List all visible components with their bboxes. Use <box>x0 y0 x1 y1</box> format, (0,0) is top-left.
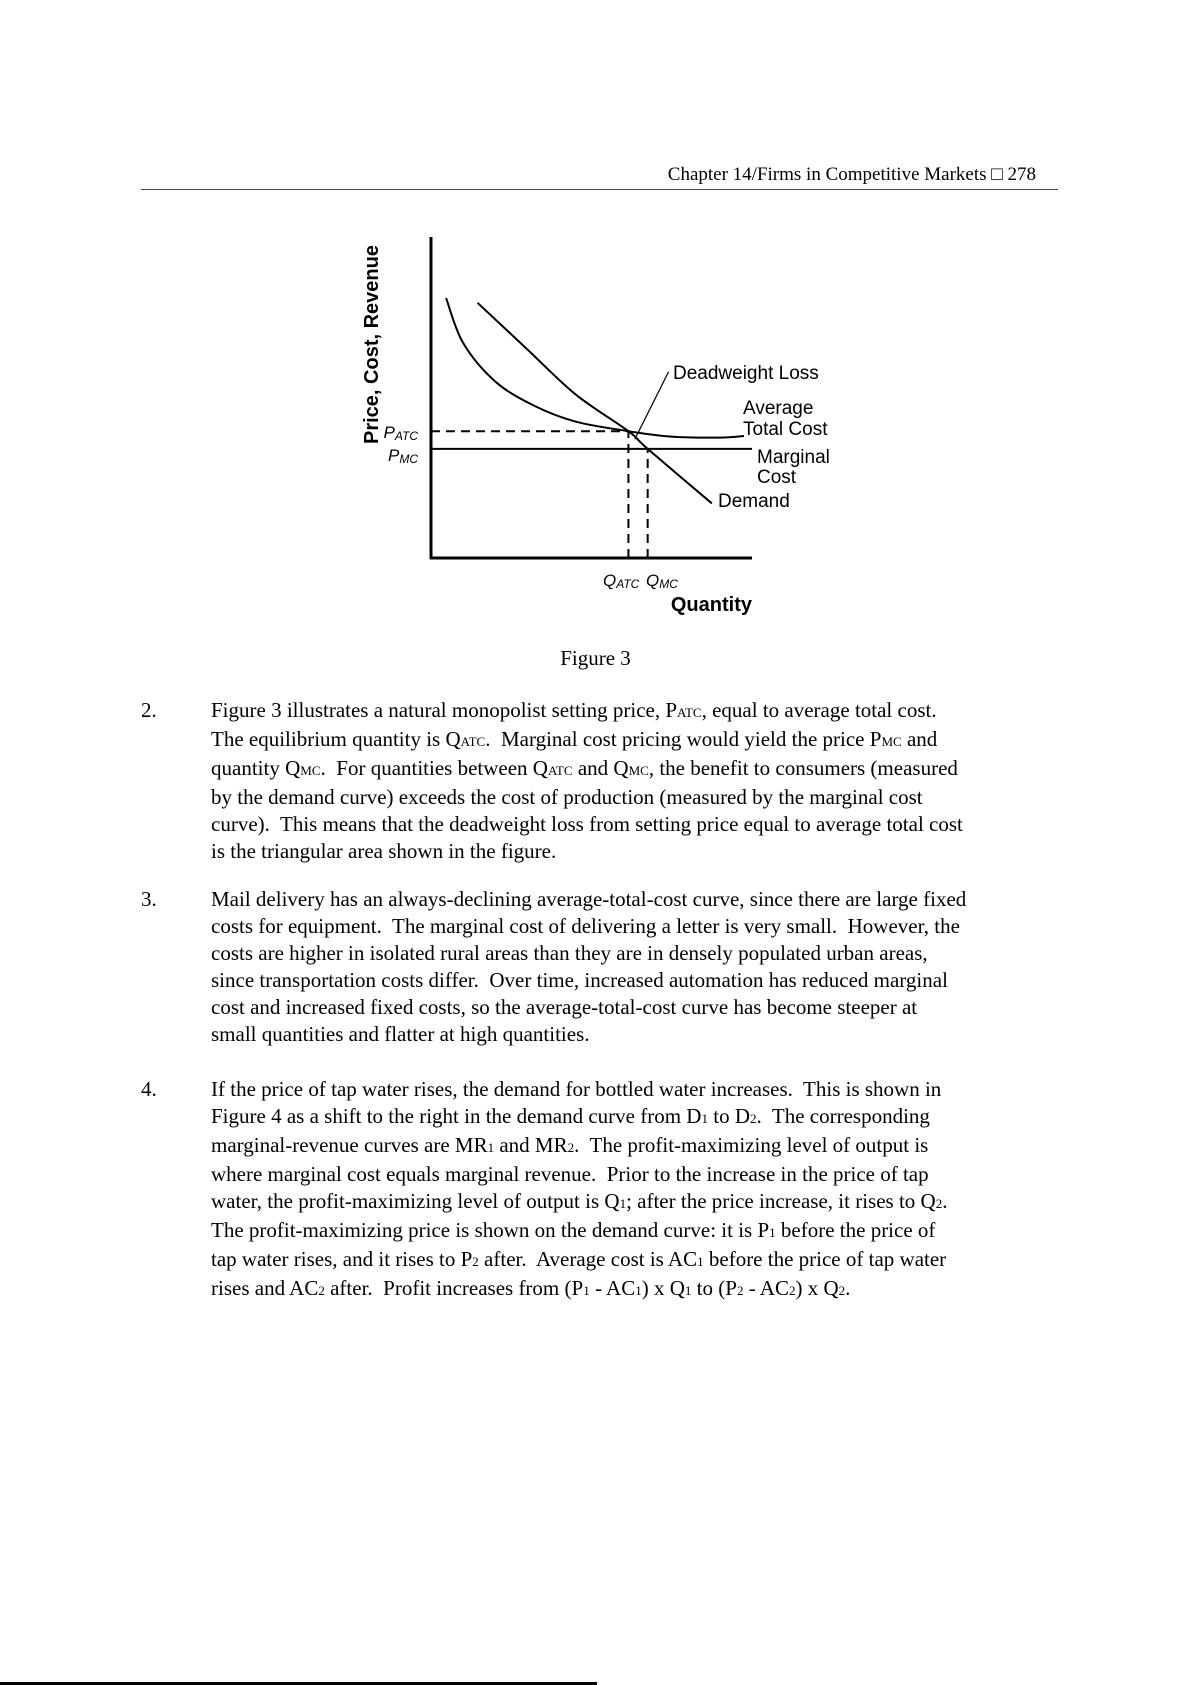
text-line: Figure 3 illustrates a natural monopolist setting price, PATC, equal to average total cost. <box>211 698 937 722</box>
answer-text <box>211 697 1061 865</box>
answer-text <box>211 886 1061 1048</box>
subscript: 1 <box>701 1111 708 1126</box>
subscript: MC <box>300 763 321 778</box>
subscript: ATC <box>460 734 486 749</box>
text-line: where marginal cost equals marginal revenue. Prior to the increase in the price of tap <box>211 1162 929 1186</box>
subscript: MC <box>881 734 902 749</box>
axes-layer <box>430 237 752 559</box>
y-tick-p-mc-sub: MC <box>399 452 418 466</box>
series-layer <box>431 298 752 503</box>
running-header-title: Chapter 14/Firms in Competitive Markets □ 278 <box>667 164 1036 185</box>
answer-number: 3. <box>141 887 157 911</box>
subscript: 2 <box>788 1283 796 1298</box>
x-tick-q-mc <box>646 571 678 591</box>
subscript: 2 <box>935 1196 943 1211</box>
subscript: 2 <box>749 1111 757 1126</box>
header-rule <box>141 189 1058 190</box>
subscript: ATC <box>547 763 573 778</box>
guides-layer <box>431 431 648 558</box>
text-line: costs are higher in isolated rural areas than they are in densely populated urban areas, <box>211 941 928 965</box>
text-line: rises and AC2 after. Profit increases from (P1 - AC1) x Q1 to (P2 - AC2) x Q2. <box>211 1276 851 1300</box>
text-line: tap water rises, and it rises to P2 after. Average cost is AC1 before the price of tap water <box>211 1247 947 1271</box>
text-line: Mail delivery has an always-declining average-total-cost curve, since there are large fixed <box>211 887 967 911</box>
subscript: 1 <box>697 1254 704 1269</box>
text-line: is the triangular area shown in the figure. <box>211 839 557 863</box>
y-tick-p-atc <box>384 423 419 443</box>
demand-label: Demand <box>718 491 790 512</box>
y-tick-p-mc <box>388 446 418 466</box>
series-average-total-cost <box>446 298 744 438</box>
y-axis-label: Price, Cost, Revenue <box>361 245 383 444</box>
answer-number: 2. <box>141 698 157 722</box>
x-axis-label: Quantity <box>670 594 752 616</box>
subscript: 1 <box>583 1283 590 1298</box>
annotation-layer <box>635 372 669 439</box>
deadweight-loss-leader-line <box>635 372 669 439</box>
text-line: water, the profit-maximizing level of output is Q1; after the price increase, it rises to Q2. <box>211 1189 948 1213</box>
y-tick-p-mc-main: P <box>387 446 400 465</box>
text-line: curve). This means that the deadweight loss from setting price equal to average total cost <box>211 812 963 836</box>
y-tick-p-atc-main: P <box>383 423 395 442</box>
text-line: small quantities and flatter at high quantities. <box>211 1022 590 1046</box>
y-tick-p-atc-sub: ATC <box>394 429 418 443</box>
chart <box>0 0 1191 700</box>
subscript: 2 <box>567 1140 575 1155</box>
subscript: 1 <box>769 1225 776 1240</box>
x-tick-q-atc <box>603 571 640 591</box>
text-line: costs for equipment. The marginal cost of delivering a letter is very small. However, the <box>211 914 960 938</box>
subscript: 2 <box>318 1283 325 1298</box>
mc-label-line2: Cost <box>757 467 797 488</box>
subscript: 1 <box>635 1283 642 1298</box>
text-line: The profit-maximizing price is shown on the demand curve: it is P1 before the price of <box>211 1218 936 1242</box>
figure-caption: Figure 3 <box>560 646 631 670</box>
text-line: If the price of tap water rises, the demand for bottled water increases. This is shown in <box>211 1077 942 1101</box>
x-tick-q-mc-main: Q <box>646 571 660 590</box>
answer-item <box>141 1076 1061 1304</box>
subscript: 2 <box>736 1283 744 1298</box>
subscript: 2 <box>838 1283 846 1298</box>
text-line: quantity QMC. For quantities between QATC and QMC, the benefit to consumers (measured <box>211 756 958 780</box>
text-line: cost and increased fixed costs, so the average-total-cost curve has become steeper at <box>211 995 918 1019</box>
answer-number: 4. <box>141 1077 157 1101</box>
answer-item <box>141 886 1061 1048</box>
x-tick-q-atc-sub: ATC <box>616 577 640 591</box>
subscript: 1 <box>684 1283 692 1298</box>
subscript: 1 <box>619 1196 627 1211</box>
subscript: 1 <box>487 1140 495 1155</box>
atc-label-line1: Average <box>743 398 814 419</box>
deadweight-loss-label: Deadweight Loss <box>673 363 819 384</box>
x-tick-q-atc-main: Q <box>603 571 617 590</box>
subscript: MC <box>628 763 649 778</box>
running-header <box>141 160 1058 190</box>
answer-text <box>211 1076 1061 1304</box>
text-line: since transportation costs differ. Over time, increased automation has reduced marginal <box>211 968 948 992</box>
x-tick-q-mc-sub: MC <box>659 577 678 591</box>
text-line: Figure 4 as a shift to the right in the demand curve from D1 to D2. The corresponding <box>211 1104 930 1128</box>
text-line: The equilibrium quantity is QATC. Marginal cost pricing would yield the price PMC and <box>211 727 938 751</box>
answer-item <box>141 697 1061 865</box>
text-line: marginal-revenue curves are MR1 and MR2. The profit-maximizing level of output is <box>211 1133 929 1157</box>
mc-label-line1: Marginal <box>757 447 830 468</box>
subscript: ATC <box>677 705 702 720</box>
figure-3 <box>0 0 1191 700</box>
text-line: by the demand curve) exceeds the cost of production (measured by the marginal cost <box>211 785 923 809</box>
series-demand <box>478 303 712 504</box>
atc-label-line2: Total Cost <box>743 419 828 440</box>
subscript: 2 <box>472 1254 479 1269</box>
labels-layer <box>361 245 830 616</box>
